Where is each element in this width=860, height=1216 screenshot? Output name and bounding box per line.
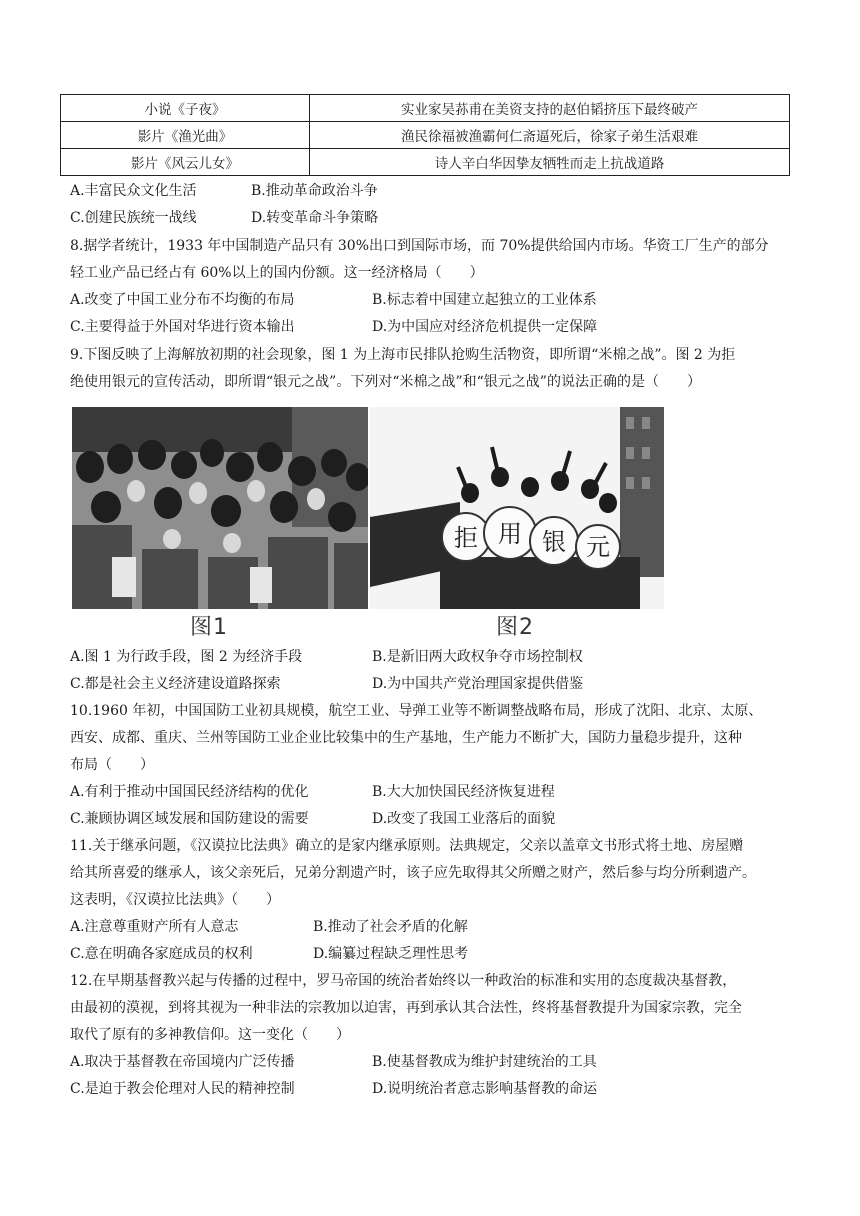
q11-stem-line: 这表明，《汉谟拉比法典》（ ）	[70, 892, 280, 908]
table-cell-work: 影片《渔光曲》	[61, 122, 310, 149]
q10-option-a[interactable]: A.有利于推动中国国民经济结构的优化	[70, 784, 309, 800]
q12-stem-line: 由最初的漠视，到将其视为一种非法的宗教加以迫害，再到承认其合法性，终将基督教提升为国家宗教，完全	[70, 1000, 742, 1016]
placard-char: 拒	[454, 524, 478, 552]
table-cell-content: 渔民徐福被渔霸何仁斋逼死后，徐家子弟生活艰难	[310, 122, 790, 149]
q11-option-b[interactable]: B.推动了社会矛盾的化解	[313, 919, 468, 935]
figure-2-placard-photo	[370, 407, 664, 609]
q11-stem-line: 给其所喜爱的继承人，该父亲死后，兄弟分割遗产时，该子应先取得其父所赠之财产，然后参与均分所剩遗产。	[70, 865, 756, 881]
works-table	[60, 94, 790, 176]
q10-option-c[interactable]: C.兼顾协调区域发展和国防建设的需要	[70, 811, 309, 827]
q11-option-c[interactable]: C.意在明确各家庭成员的权利	[70, 946, 253, 962]
q9-option-d[interactable]: D.为中国共产党治理国家提供借鉴	[372, 676, 584, 692]
q8-option-d[interactable]: D.为中国应对经济危机提供一定保障	[372, 319, 598, 335]
figure-2-caption: 图2	[496, 615, 534, 640]
q12-stem-line: 12.在早期基督教兴起与传播的过程中，罗马帝国的统治者始终以一种政治的标准和实用的态度裁决基督教，	[70, 973, 737, 989]
q10-stem-line: 10.1960 年初，中国国防工业初具规模，航空工业、导弹工业等不断调整战略布局，形成了沈阳、北京、太原、	[70, 703, 763, 719]
q8-stem-line: 8.据学者统计，1933 年中国制造产品只有 30%出口到国际市场，而 70%提供给国内市场。华资工厂生产的部分	[70, 238, 769, 254]
q10-stem-line: 西安、成都、重庆、兰州等国防工业企业比较集中的生产基地，生产能力不断扩大，国防力量稳步提升，这种	[70, 730, 742, 746]
q9-option-b[interactable]: B.是新旧两大政权争夺市场控制权	[372, 649, 583, 665]
q11-stem-line: 11.关于继承问题，《汉谟拉比法典》确立的是家内继承原则。法典规定，父亲以盖章文书形式将土地、房屋赠	[70, 838, 744, 854]
table-cell-content: 诗人辛白华因挚友牺牲而走上抗战道路	[310, 149, 790, 176]
q9-stem-line: 9.下图反映了上海解放初期的社会现象，图 1 为上海市民排队抢购生活物资，即所谓“米棉之战”。图 2 为拒	[70, 347, 736, 363]
q10-option-d[interactable]: D.改变了我国工业落后的面貌	[372, 811, 556, 827]
placard-char: 银	[542, 528, 566, 556]
placard-char: 元	[586, 533, 610, 561]
q8-stem-line: 轻工业产品已经占有 60%以上的国内份额。这一经济格局（ ）	[70, 265, 484, 281]
table-row	[61, 95, 790, 122]
q8-option-c[interactable]: C.主要得益于外国对华进行资本输出	[70, 319, 295, 335]
q10-stem-line: 布局（ ）	[70, 757, 154, 773]
figure-1-caption: 图1	[190, 615, 228, 640]
table-cell-content: 实业家吴荪甫在美资支持的赵伯韬挤压下最终破产	[310, 95, 790, 122]
q12-option-c[interactable]: C.是迫于教会伦理对人民的精神控制	[70, 1081, 295, 1097]
q11-option-a[interactable]: A.注意尊重财产所有人意志	[70, 919, 239, 935]
q12-option-a[interactable]: A.取决于基督教在帝国境内广泛传播	[70, 1054, 295, 1070]
q12-option-b[interactable]: B.使基督教成为维护封建统治的工具	[372, 1054, 597, 1070]
q7-option-b[interactable]: B.推动革命政治斗争	[251, 183, 378, 199]
q7-option-c[interactable]: C.创建民族统一战线	[70, 210, 197, 226]
q8-option-b[interactable]: B.标志着中国建立起独立的工业体系	[372, 292, 597, 308]
q9-option-a[interactable]: A.图 1 为行政手段，图 2 为经济手段	[70, 649, 303, 665]
q12-stem-line: 取代了原有的多神教信仰。这一变化（ ）	[70, 1027, 350, 1043]
q9-stem-line: 绝使用银元的宣传活动，即所谓“银元之战”。下列对“米棉之战”和“银元之战”的说法正确的是（ ）	[70, 374, 701, 390]
q9-option-c[interactable]: C.都是社会主义经济建设道路探索	[70, 676, 281, 692]
table-cell-work: 小说《子夜》	[61, 95, 310, 122]
q10-option-b[interactable]: B.大大加快国民经济恢复进程	[372, 784, 555, 800]
q8-option-a[interactable]: A.改变了中国工业分布不均衡的布局	[70, 292, 295, 308]
table-row	[61, 122, 790, 149]
q7-option-a[interactable]: A.丰富民众文化生活	[70, 183, 197, 199]
q7-option-d[interactable]: D.转变革命斗争策略	[251, 210, 379, 226]
q12-option-d[interactable]: D.说明统治者意志影响基督教的命运	[372, 1081, 598, 1097]
placard-char: 用	[498, 520, 522, 548]
table-cell-work: 影片《风云儿女》	[61, 149, 310, 176]
figure-1-crowd-photo	[72, 407, 368, 609]
table-row	[61, 149, 790, 176]
q11-option-d[interactable]: D.编纂过程缺乏理性思考	[313, 946, 469, 962]
